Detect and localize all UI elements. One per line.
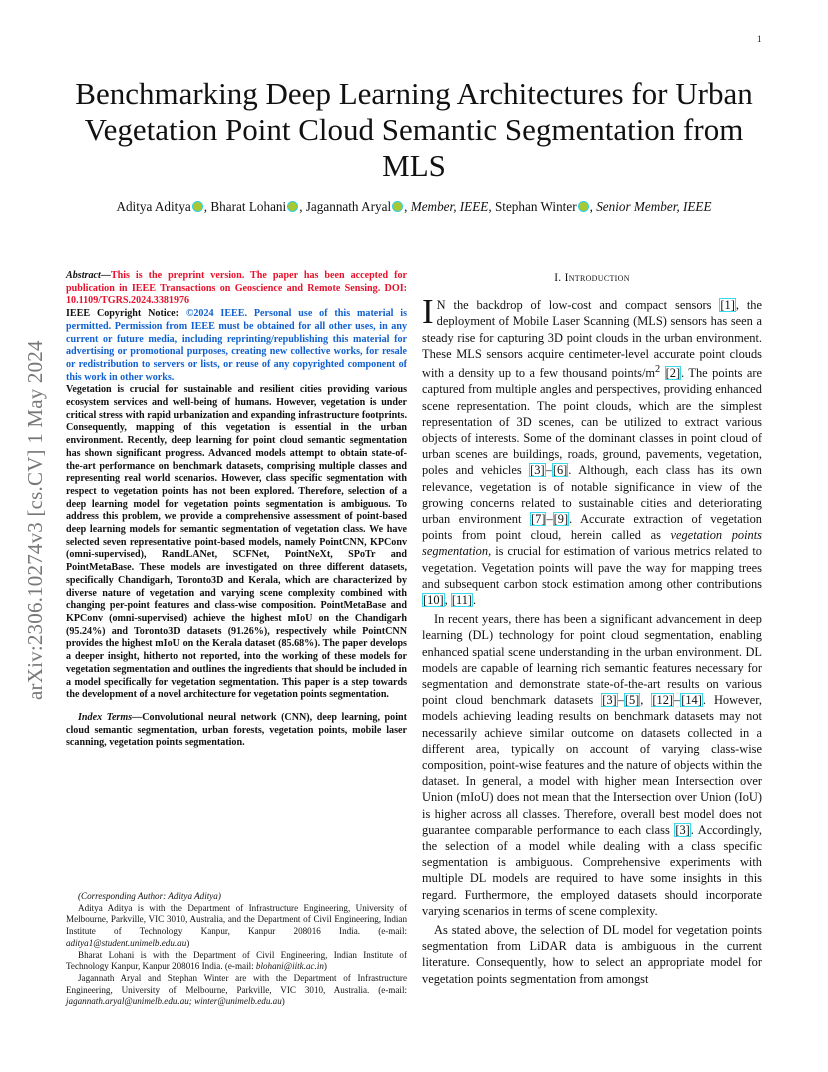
- citation-link[interactable]: [1]: [720, 298, 735, 313]
- citation-link[interactable]: [10]: [423, 592, 444, 607]
- right-column: [422, 270, 762, 990]
- citation-link[interactable]: [12]: [652, 693, 674, 708]
- citation-link[interactable]: [3]: [675, 822, 690, 837]
- email[interactable]: blohani@iitk.ac.in: [255, 961, 324, 972]
- left-column: [66, 270, 407, 750]
- author-membership: Senior Member, IEEE: [596, 199, 712, 214]
- orcid-icon[interactable]: [192, 201, 203, 212]
- preprint-notice[interactable]: This is the preprint version. The paper has been accepted for publication in IEEE Transactions on Geoscience and Remote Sensing. DOI: 10.1109/TGRS.2024.3381976: [66, 270, 407, 307]
- author-name: Jagannath Aryal: [305, 199, 392, 214]
- footnote-affiliation: Bharat Lohani is with the Department of Civil Engineering, Indian Institute of Technology Kanpur, Kanpur 208016 India. (e-mail: blohani@iitk.ac.in): [66, 949, 407, 972]
- copyright-prefix: IEEE Copyright Notice:: [66, 308, 186, 320]
- section-heading: I. Introduction: [554, 272, 630, 284]
- citation-link[interactable]: [3]: [530, 463, 545, 478]
- abstract: [66, 270, 407, 702]
- index-terms-text: Convolutional neural network (CNN), deep learning, point cloud semantic segmentation, urban forests, vegetation points, mobile laser scanning, vegetation points segmentation.: [66, 711, 407, 749]
- abstract-dash: —: [100, 270, 111, 281]
- index-terms-dash: —: [132, 711, 143, 723]
- author-name: Stephan Winter: [494, 199, 577, 214]
- drop-cap: I: [422, 292, 434, 332]
- citation-link[interactable]: [14]: [681, 693, 702, 708]
- orcid-icon[interactable]: [392, 201, 403, 212]
- footnotes: [66, 891, 407, 1008]
- intro-paragraph-2: In recent years, there has been a significant advancement in deep learning (DL) technology for point cloud segmentation, enabling enhanced spatial scene understanding in the urban environment. DL models are capable of learning rich semantic features necessary for segmentation and demonstrate state-of-the-art results on various point cloud benchmark datasets [3]–[5], [12]–[14]. However, models achieving leading results on benchmark datasets may not necessarily achieve similar outcome on datasets collected in a different area, typically on account of varying class-wise composition, point-wise features and the nature of objects within the dataset. In general, a model with higher mean Intersection over Union (mIoU) does not mean that the Intersection over Union (IoU) is higher across all classes. Therefore, overall best model does not guarantee comparable performance to each class [3]. Accordingly, the selection of a model while dealing with a class specific segmentation is ambiguous. Comprehensive experiments with multiple DL models are required to have some insights in this regard. Furthermore, the employed datasets should incorporate varying scenarios in terms of scene complexity.: [422, 612, 762, 918]
- citation-link[interactable]: [3]: [602, 693, 617, 708]
- citation-link[interactable]: [9]: [553, 511, 569, 526]
- paper-title: Benchmarking Deep Learning Architectures for Urban Vegetation Point Cloud Semantic Segmentation from MLS: [75, 76, 753, 183]
- index-terms: [66, 712, 407, 750]
- author-name: Bharat Lohani: [210, 199, 287, 214]
- orcid-icon[interactable]: [287, 201, 298, 212]
- intro-paragraph-3: As stated above, the selection of DL model for vegetation points segmentation from LiDAR data is ambiguous in the current literature. Consequently, how to select an appropriate model for vegetation points segmentation from amongst: [422, 923, 762, 986]
- footnote-affiliation: Aditya Aditya is with the Department of Infrastructure Engineering, University of Melbourne, Parkville, VIC 3010, Australia, and the Department of Civil Engineering, Indian Institute of Technology Kanpur, Kanpur 208016 India. (e-mail: aditya1@student.unimelb.edu.au): [66, 902, 407, 948]
- citation-link[interactable]: [2]: [665, 366, 681, 381]
- arxiv-stamp: arXiv:2306.10274v3 [cs.CV] 1 May 2024: [23, 340, 47, 700]
- author-membership: Member, IEEE: [410, 199, 489, 214]
- abstract-label: Abstract: [66, 270, 101, 281]
- footnote-affiliation: Jagannath Aryal and Stephan Winter are with the Department of Infrastructure Engineering, University of Melbourne, Parkville, VIC 3010, Australia. (e-mail: jagannath.aryal@unimelb.edu.au; winter@unimelb.edu.au): [66, 972, 407, 1007]
- citation-link[interactable]: [7]: [531, 511, 546, 526]
- author-list: Aditya Aditya , Bharat Lohani , Jagannath Aryal , Member, IEEE, Stephan Winter , Senior Member, IEEE: [116, 199, 712, 214]
- email[interactable]: jagannath.aryal@unimelb.edu.au; winter@unimelb.edu.au: [66, 996, 282, 1007]
- citation-link[interactable]: [11]: [451, 592, 473, 607]
- email[interactable]: aditya1@student.unimelb.edu.au: [66, 937, 187, 948]
- citation-link[interactable]: [5]: [624, 693, 640, 708]
- abstract-body: Vegetation is crucial for sustainable and resilient cities providing various ecosystem services and well-being of humans. However, vegetation is under critical stress with rapid urbanization and expanding infrastructure footprints. Consequently, mapping of this vegetation is essential in the urban environment. Recently, deep learning for point cloud semantic segmentation has shown significant progress. Advanced models attempt to obtain state-of-the-art performance on benchmark datasets, comprising multiple classes and representing real world scenarios. However, class specific segmentation with respect to vegetation points has not been explored. Therefore, selection of a deep learning model for vegetation points segmentation is ambiguous. To address this problem, we provide a comprehensive assessment of point-based deep learning models for semantic segmentation of vegetation class. We have selected seven representative point-based models, namely PointCNN, KPConv (omni-supervised), RandLANet, SCFNet, PointNeXt, SPoTr and PointMetaBase. These models are investigated on three different datasets, specifically Chandigarh, Toronto3D and Kerala, which are characterized by diverse nature of vegetation and varying scene complexity combined with changing per-point features and class-wise composition. PointMetaBase and KPConv (omni-supervised) achieve the highest mIoU on the Chandigarh (95.24%) and Toronto3D datasets (91.26%), respectively while PointCNN provides the highest mIoU on the Kerala dataset (85.68%). The paper develops a deeper insight, hitherto not reported, into the working of these models for vegetation segmentation and outlines the ingredients that should be included in a model specifically for vegetation segmentation. This paper is a step towards the development of a novel architecture for vegetation points segmentation.: [66, 384, 407, 701]
- intro-paragraph-1: I N the backdrop of low-cost and compact sensors [1], the deployment of Mobile Laser Scanning (MLS) sensors has seen a steady rise for capturing 3D point clouds in the urban environment. These MLS sensors acquire centimeter-level accurate point clouds with a density up to a few thousand points/$m^2$ [2]. The points are captured from multiple angles and perspectives, providing enhanced scene representation. The point clouds, which are the simplest representation of 3D scenes, can be utilized to extract various objects of interests. Some of the dominant classes in point cloud of urban scenes are buildings, roads, ground, pavements, vegetation, poles and vehicles [3]–[6]. Although, each class has its own relevance, vegetation is of notable significance in view of the growing concerns related to sustainable cities and deteriorating urban environment [7]–[9]. Accurate extraction of vegetation points from point cloud, herein called as vegetation points segmentation, is crucial for estimation of various metrics related to vegetation. Vegetation points will pave the way for mapping trees and subsequent carbon stock estimation among other contributions [10], [11].: [422, 292, 762, 607]
- copyright-notice[interactable]: ©2024 IEEE. Personal use of this material is permitted. Permission from IEEE must be obtained for all other uses, in any current or future media, including reprinting/republishing this material for advertising or promotional purposes, creating new collective works, for resale or redistribution to servers or lists, or reuse of any copyrighted component of this work in other works.: [66, 308, 407, 383]
- citation-link[interactable]: [6]: [552, 463, 568, 478]
- orcid-icon[interactable]: [578, 201, 589, 212]
- page-number: 1: [757, 34, 762, 44]
- corresponding-author: (Corresponding Author: Aditya Aditya): [78, 891, 221, 901]
- index-terms-label: Index Terms: [78, 711, 133, 723]
- author-name: Aditya Aditya: [116, 199, 191, 214]
